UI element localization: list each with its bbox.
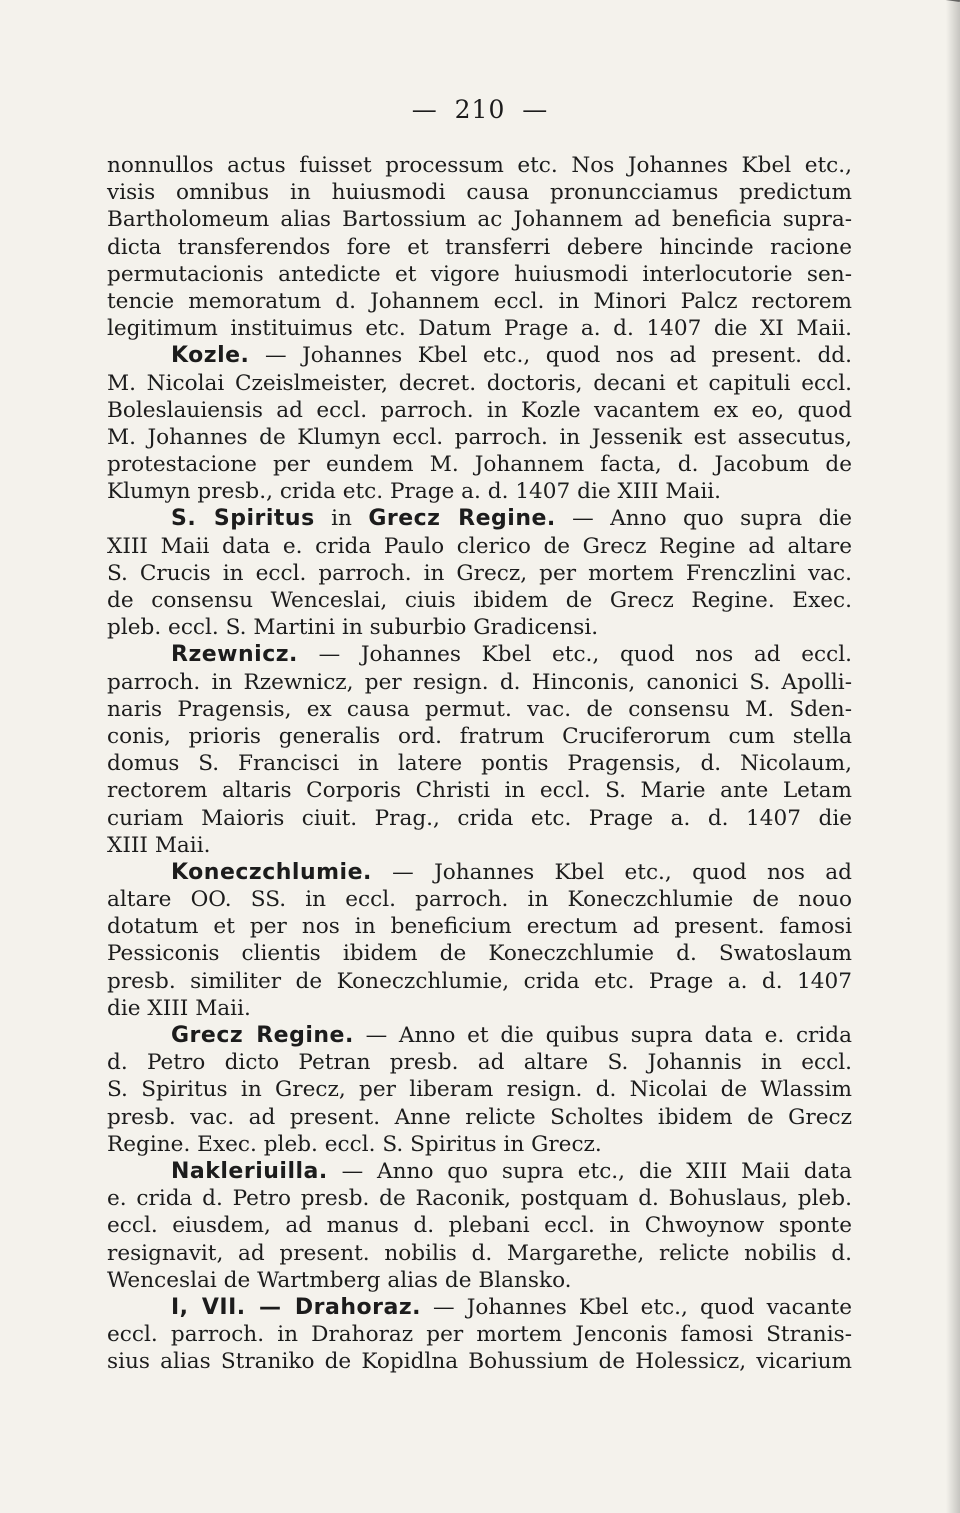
text-line [107, 1321, 852, 1348]
text-line [107, 913, 852, 940]
line-text: dotatum et per nos in beneficium erectum ad present. famosi [107, 914, 852, 940]
line-text: altare OO. SS. in eccl. parroch. in Koneczchlumie de nouo [107, 887, 852, 913]
line-text: naris Pragensis, ex causa permut. vac. de consensu M. Sden- [107, 696, 852, 722]
line-text: XIII Maii data e. crida Paulo clerico de Grecz Regine ad altare [107, 533, 852, 559]
text-line [107, 261, 852, 288]
line-text: — Anno quo supra die [555, 506, 852, 532]
line-text: S. Crucis in eccl. parroch. in Grecz, per mortem Frenczlini vac. [107, 560, 852, 586]
text-line [107, 805, 852, 832]
place-heading: I, VII. — Drahoraz. [171, 1294, 421, 1320]
line-text: Bartholomeum alias Bartossium ac Johannem ad beneficia supra- [107, 207, 852, 233]
text-line [107, 1348, 852, 1375]
text-line [107, 886, 852, 913]
line-text: — Johannes Kbel etc., quod nos ad [371, 859, 852, 885]
line-text: tencie memoratum d. Johannem eccl. in Minori Palcz rectorem [107, 288, 852, 314]
entry-heading-line [107, 1022, 852, 1049]
line-text: XIII Maii. [107, 832, 211, 858]
text-line [107, 750, 852, 777]
line-text: Regine. Exec. pleb. eccl. S. Spiritus in Grecz. [107, 1131, 602, 1157]
text-line [107, 968, 852, 995]
line-text: — Anno quo supra etc., die XIII Maii data [327, 1158, 852, 1184]
text-line [107, 478, 852, 505]
entry-heading-line [107, 641, 852, 668]
line-text: presb. similiter de Koneczchlumie, crida etc. Prage a. d. 1407 [107, 968, 852, 994]
text-line [107, 614, 852, 641]
text-line [107, 669, 852, 696]
text-line [107, 424, 852, 451]
text-line [107, 533, 852, 560]
entry-heading-line [107, 505, 852, 532]
line-text: resignavit, ad present. nobilis d. Margarethe, relicte nobilis d. [107, 1240, 852, 1266]
line-text: domus S. Francisci in latere pontis Pragensis, d. Nicolaum, [107, 751, 852, 777]
line-text: — Johannes Kbel etc., quod nos ad present. dd. [249, 343, 852, 369]
entry-heading-line [107, 1294, 852, 1321]
text-line [107, 152, 852, 179]
line-text: M. Nicolai Czeislmeister, decret. doctoris, decani et capituli eccl. [107, 370, 852, 396]
line-text: parroch. in Rzewnicz, per resign. d. Hinconis, canonici S. Apolli- [107, 669, 852, 695]
line-text: curiam Maioris ciuit. Prag., crida etc. Prage a. d. 1407 die [107, 805, 852, 831]
line-text: legitimum instituimus etc. Datum Prage a. d. 1407 die XI Maii. [107, 316, 852, 342]
line-text: dicta transferendos fore et transferri debere hincinde racione [107, 234, 852, 260]
line-text: sius alias Straniko de Kopidlna Bohussium de Holessicz, vicarium [107, 1349, 852, 1375]
page-number-value: 210 [454, 95, 506, 124]
text-line [107, 370, 852, 397]
place-heading: Koneczchlumie. [171, 859, 372, 885]
line-text: eccl. eiusdem, ad manus d. plebani eccl. in Chwoynow sponte [107, 1213, 852, 1239]
text-line [107, 397, 852, 424]
line-text: e. crida d. Petro presb. de Raconik, postquam d. Bohuslaus, pleb. [107, 1186, 852, 1212]
text-line [107, 1049, 852, 1076]
line-text: — Johannes Kbel etc., quod nos ad eccl. [297, 642, 852, 668]
text-line [107, 234, 852, 261]
text-line [107, 777, 852, 804]
line-text: eccl. parroch. in Drahoraz per mortem Jenconis famosi Stranis- [107, 1322, 852, 1348]
line-text: Pessiconis clientis ibidem de Koneczchlumie d. Swatoslaum [107, 941, 852, 967]
line-text: nonnullos actus fuisset processum etc. Nos Johannes Kbel etc., [107, 153, 852, 178]
text-line [107, 723, 852, 750]
line-text: presb. vac. ad present. Anne relicte Scholtes ibidem de Grecz [107, 1104, 852, 1130]
line-text: die XIII Maii. [107, 995, 251, 1021]
line-text: protestacione per eundem M. Johannem facta, d. Jacobum de [107, 452, 852, 478]
text-line [107, 940, 852, 967]
line-text: Klumyn presb., crida etc. Prage a. d. 1407 die XIII Maii. [107, 479, 721, 505]
page-edge-shadow [946, 0, 960, 1513]
text-line [107, 995, 852, 1022]
text-line [107, 288, 852, 315]
place-heading: Nakleriuilla. [171, 1158, 328, 1184]
place-heading: S. Spiritus [171, 506, 315, 532]
line-text: rectorem altaris Corporis Christi in eccl. S. Marie ante Letam [107, 778, 852, 804]
line-text: — Johannes Kbel etc., quod vacante [420, 1294, 852, 1320]
page-number: — 210 — [411, 95, 549, 124]
place-heading: Grecz Regine. [368, 506, 556, 532]
line-text: M. Johannes de Klumyn eccl. parroch. in Jessenik est assecutus, [107, 424, 852, 450]
entry-heading-line [107, 1158, 852, 1185]
line-text: pleb. eccl. S. Martini in suburbio Gradicensi. [107, 615, 599, 641]
line-text: d. Petro dicto Petran presb. ad altare S. Johannis in eccl. [107, 1050, 852, 1076]
text-line [107, 1240, 852, 1267]
line-text: de consensu Wenceslai, ciuis ibidem de Grecz Regine. Exec. [107, 588, 852, 613]
place-heading: Kozle. [171, 343, 250, 369]
text-line [107, 1212, 852, 1239]
text-line [107, 315, 852, 342]
line-text: S. Spiritus in Grecz, per liberam resign. d. Nicolai de Wlassim [107, 1077, 852, 1103]
line-text: in [314, 506, 369, 532]
text-line [107, 1104, 852, 1131]
place-heading: Rzewnicz. [171, 642, 298, 668]
text-line [107, 451, 852, 478]
text-line [107, 1185, 852, 1212]
line-text: — Anno et die quibus supra data e. crida [353, 1023, 852, 1048]
line-text: Wenceslai de Wartmberg alias de Blansko. [107, 1267, 572, 1293]
text-line [107, 1267, 852, 1294]
text-line [107, 1076, 852, 1103]
line-text: conis, prioris generalis ord. fratrum Cruciferorum cum stella [107, 723, 852, 749]
text-line [107, 587, 852, 614]
line-text: visis omnibus in huiusmodi causa pronuncciamus predictum [107, 180, 852, 206]
text-line [107, 696, 852, 723]
line-text: permutacionis antedicte et vigore huiusmodi interlocutorie sen- [107, 261, 852, 287]
text-line [107, 206, 852, 233]
body-text [107, 152, 852, 1375]
text-line [107, 560, 852, 587]
text-line [107, 832, 852, 859]
line-text: Boleslauiensis ad eccl. parroch. in Kozle vacantem ex eo, quod [107, 397, 852, 423]
text-line [107, 179, 852, 206]
text-line [107, 1131, 852, 1158]
entry-heading-line [107, 859, 852, 886]
entry-heading-line [107, 342, 852, 369]
place-heading: Grecz Regine. [171, 1023, 354, 1048]
